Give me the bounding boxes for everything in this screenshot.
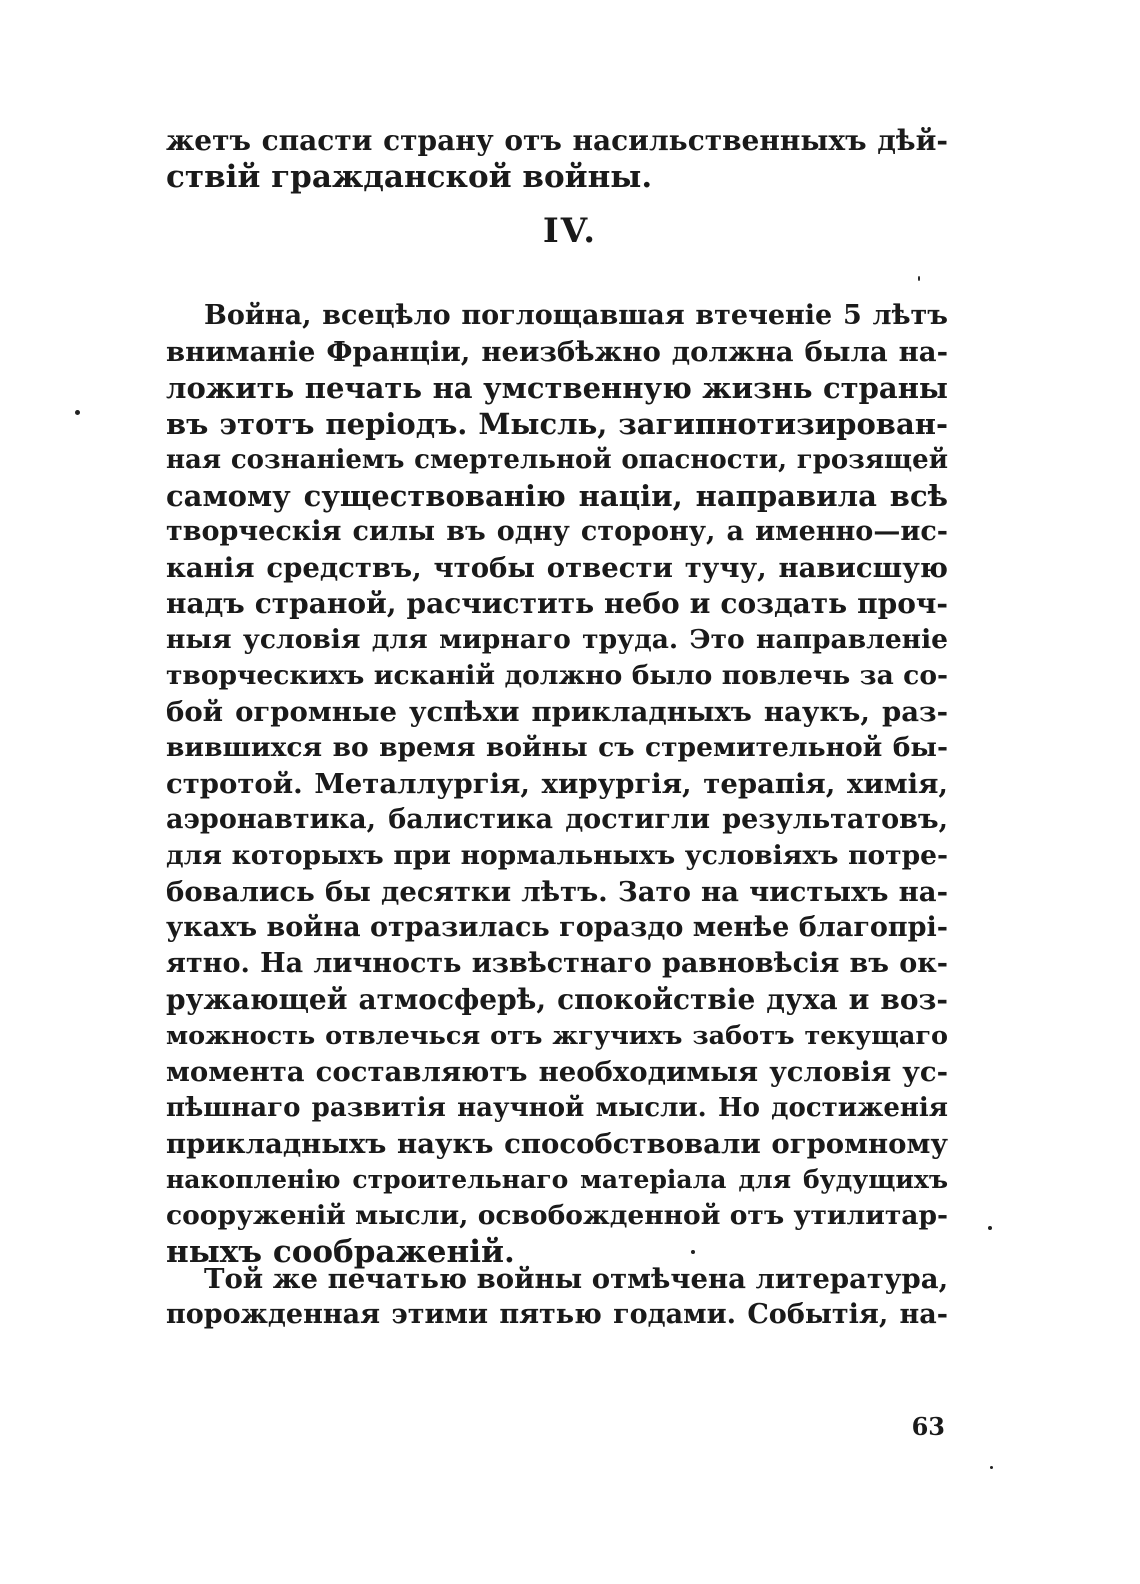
text-line: накопленію строительнаго матеріала для будущихъ <box>166 1165 948 1194</box>
text-line: ятно. На личность извѣстнаго равновѣсія въ ок- <box>166 948 948 979</box>
text-line: пѣшнаго развитія научной мысли. Но достиженія <box>166 1093 948 1123</box>
text-line: бой огромные успѣхи прикладныхъ наукъ, раз- <box>166 696 948 728</box>
text-line: канія средствъ, чтобы отвести тучу, нависшую <box>166 552 948 584</box>
text-line: ныя условія для мирнаго труда. Это направленіе <box>166 624 948 655</box>
text-line: порожденная этими пятью годами. Событія, на- <box>166 1299 948 1330</box>
text-line: самому существованію націи, направила всѣ <box>166 479 948 513</box>
print-speck <box>918 276 920 281</box>
page-number: 63 <box>911 1412 945 1441</box>
text-line: стротой. Металлургія, хирургія, терапія, химія, <box>166 768 948 800</box>
text-line: Той же печатью войны отмѣчена литература, <box>204 1263 949 1295</box>
text-line: ная сознаніемъ смертельной опасности, грозящей <box>166 445 948 475</box>
text-line: бовались бы десятки лѣтъ. Зато на чистыхъ на- <box>166 876 948 908</box>
text-line: момента составляютъ необходимыя условія ус- <box>166 1056 948 1088</box>
print-speck <box>990 1466 993 1469</box>
text-line: для которыхъ при нормальныхъ условіяхъ потре- <box>166 840 948 871</box>
print-speck <box>988 1226 992 1230</box>
text-line: ныхъ соображеній. <box>166 1234 515 1270</box>
text-line: творческія силы въ одну сторону, а именно—ис- <box>166 516 948 547</box>
text-line: ложить печать на умственную жизнь страны <box>166 371 948 405</box>
print-speck <box>691 1250 695 1254</box>
paragraph-1 <box>166 298 948 1270</box>
print-speck <box>75 410 80 415</box>
text-line: Война, всецѣло поглощавшая втеченіе 5 лѣтъ <box>204 300 948 331</box>
text-line: вниманіе Франціи, неизбѣжно должна была на- <box>166 336 948 368</box>
paragraph-2 <box>166 1261 948 1333</box>
text-line: можность отвлечься отъ жгучихъ заботъ текущаго <box>166 1021 948 1051</box>
text-line: надъ страной, расчистить небо и создать проч- <box>166 587 948 620</box>
text-line: творческихъ исканій должно было повлечь за со- <box>166 660 948 691</box>
text-line: вившихся во время войны съ стремительной бы- <box>166 732 948 763</box>
text-line: ствій гражданской войны. <box>166 159 653 195</box>
text-line: аэронавтика, балистика достигли результатовъ, <box>166 804 948 835</box>
text-line: укахъ война отразилась гораздо менѣе благопрі- <box>166 912 948 943</box>
text-line: прикладныхъ наукъ способствовали огромному <box>166 1128 948 1160</box>
text-line: жетъ спасти страну отъ насильственныхъ дѣй- <box>166 124 948 157</box>
text-line: ружающей атмосферѣ, спокойствіе духа и воз- <box>166 983 948 1016</box>
section-heading: IV. <box>542 211 598 251</box>
text-line: въ этотъ періодъ. Мысль, загипнотизирован- <box>166 407 948 441</box>
continued-paragraph <box>166 123 948 195</box>
text-line: сооруженій мысли, освобожденной отъ утилитар- <box>166 1200 948 1231</box>
